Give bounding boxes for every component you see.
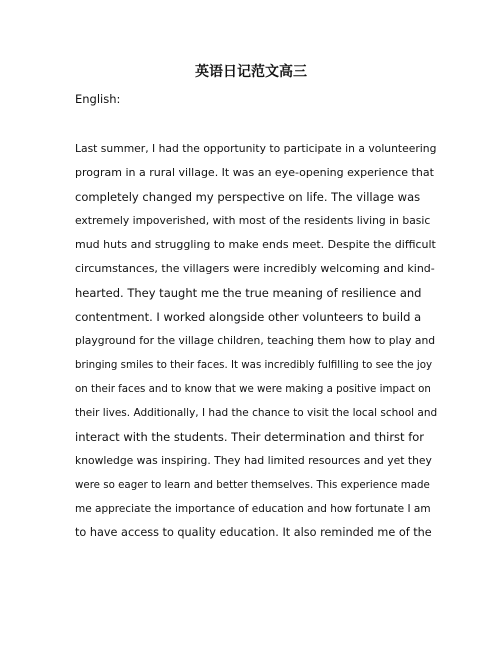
body-line: interact with the students. Their determination and thirst for <box>75 430 425 444</box>
body-line: their lives. Additionally, I had the chance to visit the local school and <box>75 407 438 419</box>
body-line: bringing smiles to their faces. It was incredibly fulfilling to see the joy <box>75 359 433 371</box>
body-line: completely changed my perspective on life. The village was <box>75 190 421 204</box>
body-line: on their faces and to know that we were making a positive impact on <box>75 383 431 395</box>
body-line: circumstances, the villagers were incredibly welcoming and kind- <box>75 262 435 275</box>
body-line: mud huts and struggling to make ends meet. Despite the difficult <box>75 238 436 251</box>
body-line: Last summer, I had the opportunity to participate in a volunteering <box>75 142 437 155</box>
language-label: English: <box>75 92 121 106</box>
body-line: to have access to quality education. It also reminded me of the <box>75 526 432 539</box>
body-line: contentment. I worked alongside other volunteers to build a <box>75 310 422 324</box>
body-line: me appreciate the importance of education and how fortunate I am <box>75 503 431 515</box>
body-line: extremely impoverished, with most of the residents living in basic <box>75 214 431 227</box>
body-line: were so eager to learn and better themselves. This experience made <box>75 479 430 491</box>
body-line: hearted. They taught me the true meaning of resilience and <box>75 286 422 300</box>
body-line: playground for the village children, teaching them how to play and <box>75 334 436 347</box>
document-body <box>75 137 437 545</box>
body-line: program in a rural village. It was an eye-opening experience that <box>75 166 434 179</box>
body-line: knowledge was inspiring. They had limited resources and yet they <box>75 454 432 467</box>
document-title: 英语日记范文高三 <box>195 64 307 80</box>
